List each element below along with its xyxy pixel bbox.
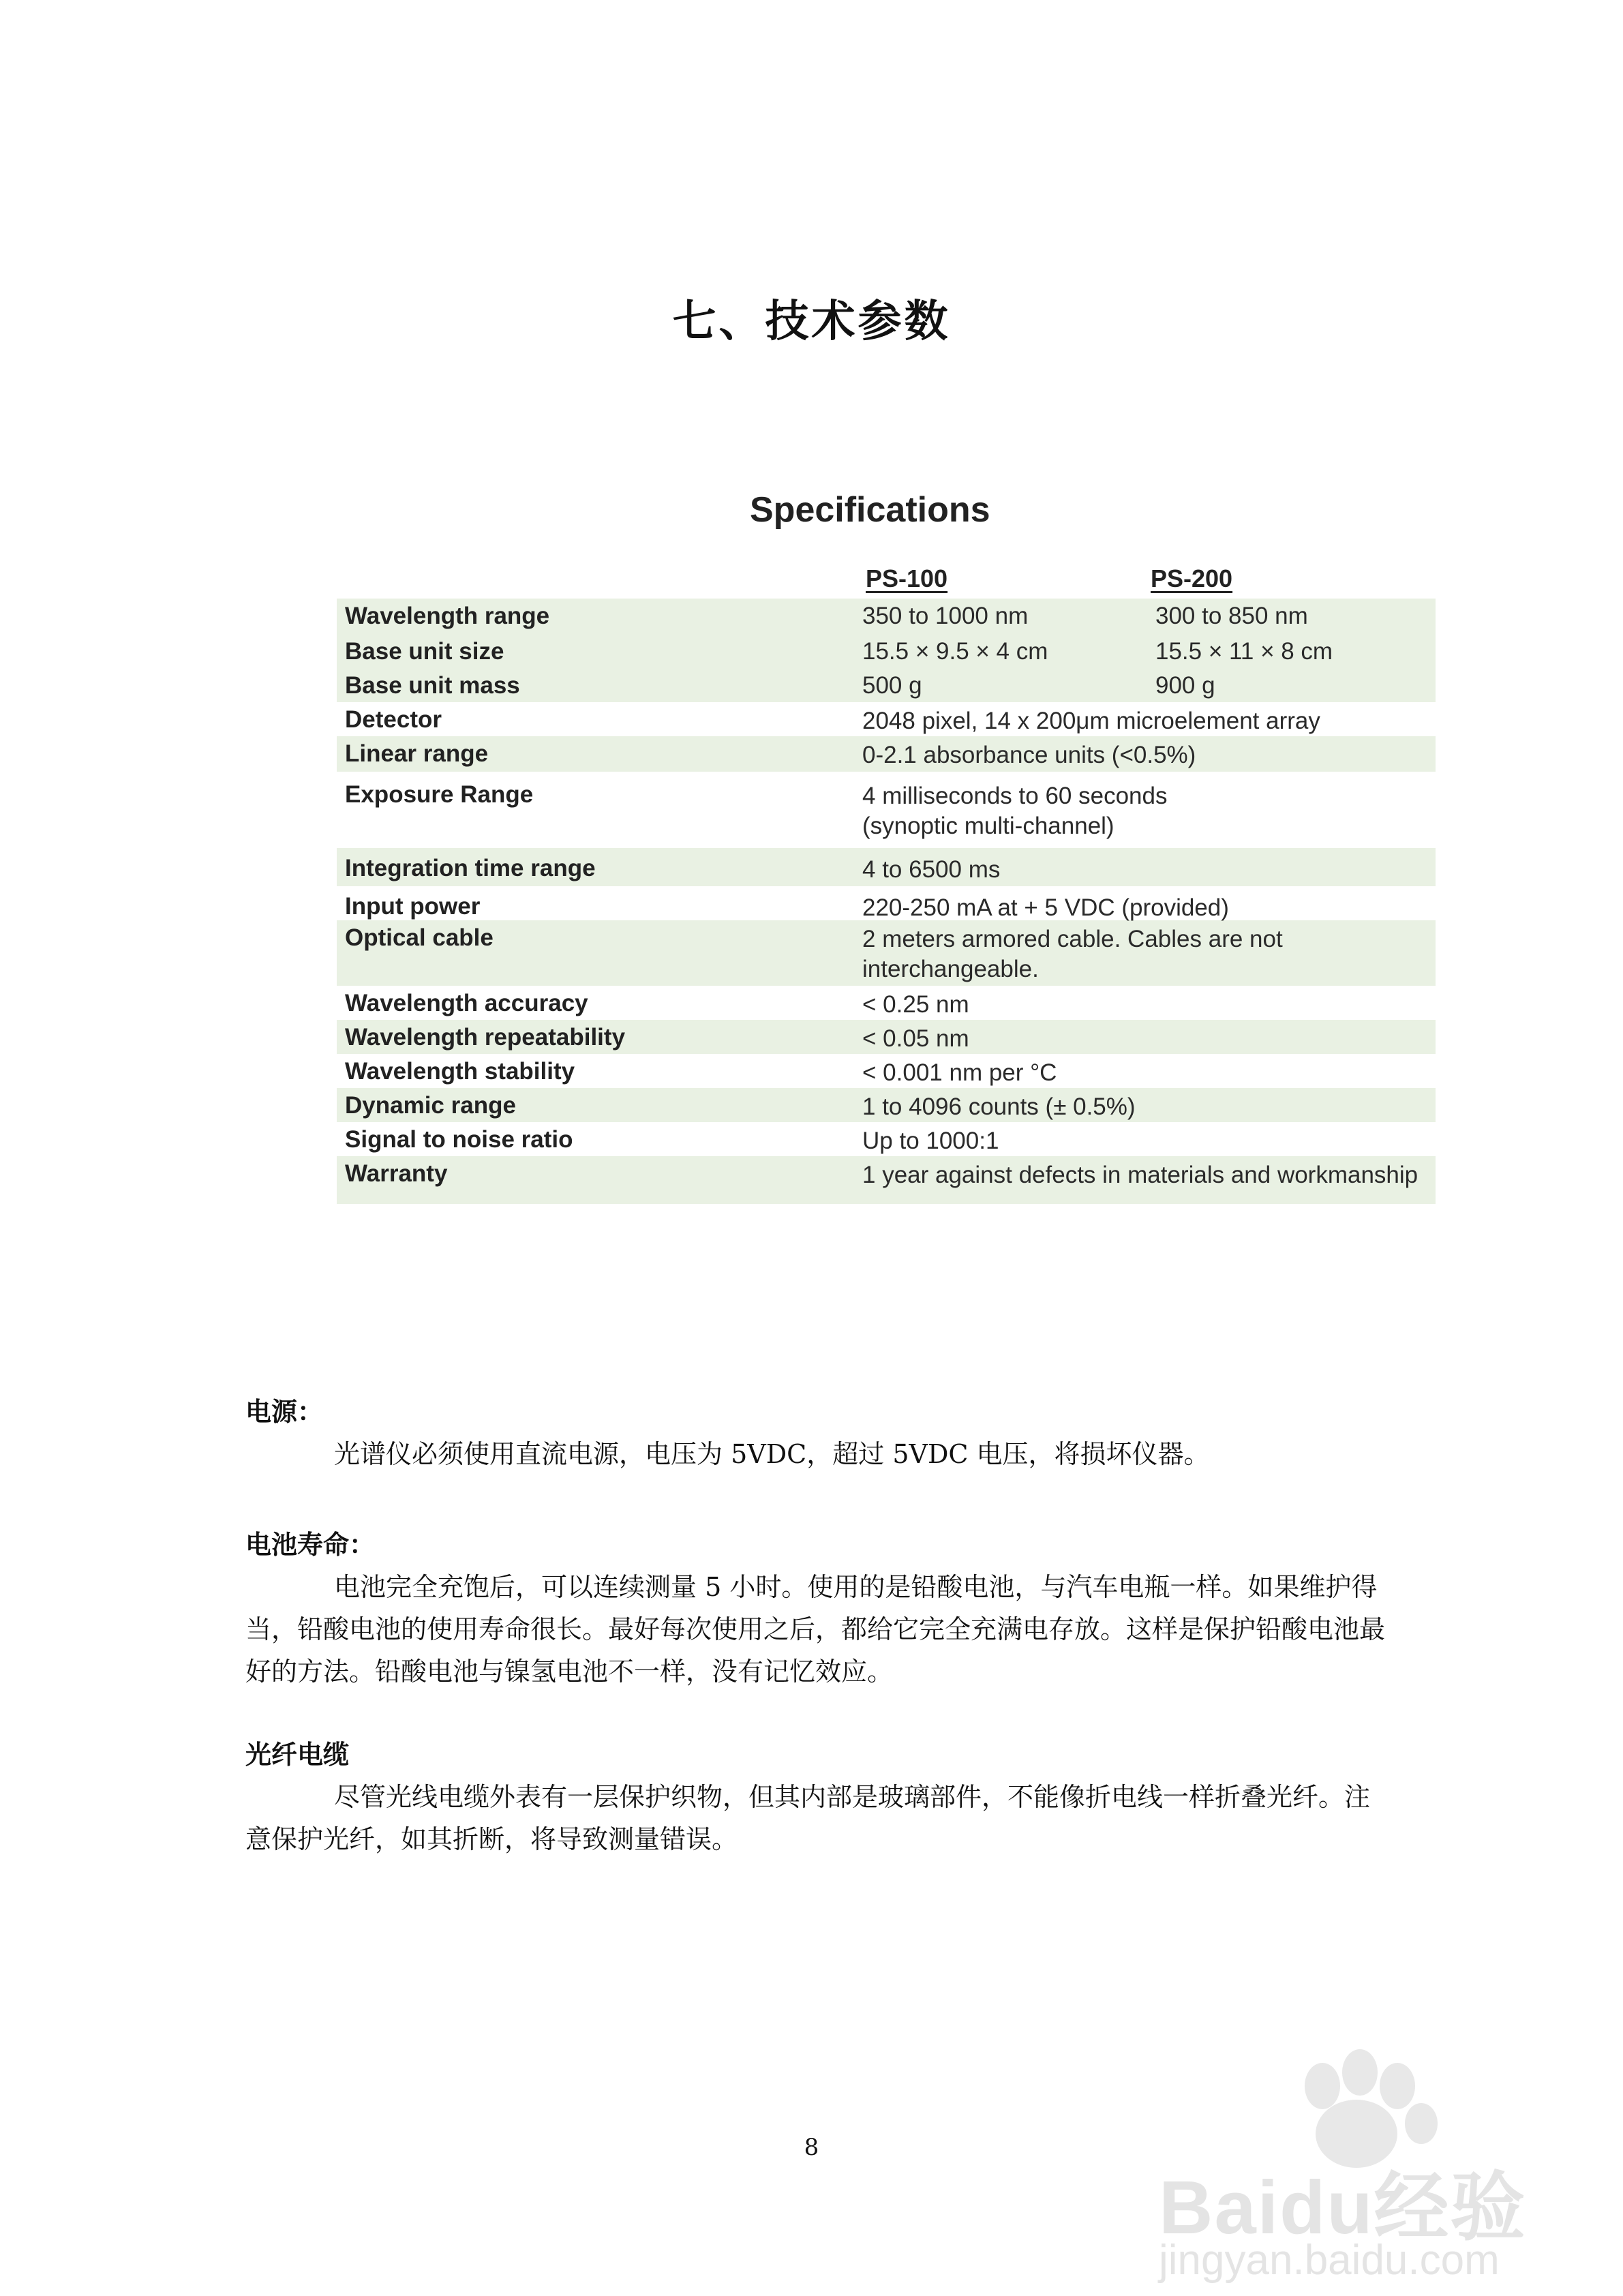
row-value: 2048 pixel, 14 x 200μm microelement array bbox=[862, 708, 1320, 734]
section-title: 电源： bbox=[245, 1396, 324, 1427]
row-label: Input power bbox=[345, 893, 481, 920]
row-label: Wavelength accuracy bbox=[345, 990, 588, 1016]
table-row bbox=[337, 848, 1436, 886]
row-label: Signal to noise ratio bbox=[345, 1126, 573, 1153]
table-row bbox=[337, 736, 1436, 772]
table-row bbox=[337, 1020, 1436, 1054]
specifications-table bbox=[337, 599, 1436, 1204]
row-label: Warranty bbox=[345, 1160, 448, 1187]
table-row bbox=[337, 634, 1436, 668]
row-label: Wavelength stability bbox=[345, 1058, 575, 1085]
row-label: Exposure Range bbox=[345, 781, 534, 808]
battery-life-section bbox=[245, 1524, 1391, 1693]
row-value: < 0.05 nm bbox=[862, 1025, 969, 1052]
row-value-ps100: 500 g bbox=[862, 672, 922, 699]
row-value-ps100: 350 to 1000 nm bbox=[862, 603, 1029, 629]
column-header-ps200: PS-200 bbox=[1151, 564, 1233, 592]
column-header-ps100: PS-100 bbox=[866, 564, 948, 592]
table-row bbox=[337, 886, 1436, 920]
table-row bbox=[337, 920, 1436, 986]
watermark-url: jingyan.baidu.com bbox=[1159, 2237, 1500, 2284]
row-value-line1: 4 milliseconds to 60 seconds bbox=[862, 783, 1168, 809]
specifications-heading: Specifications bbox=[750, 490, 990, 530]
row-value: 0-2.1 absorbance units (<0.5%) bbox=[862, 742, 1196, 768]
table-row bbox=[337, 1122, 1436, 1156]
row-value-line2: (synoptic multi-channel) bbox=[862, 813, 1114, 839]
row-value: 4 to 6500 ms bbox=[862, 856, 1001, 883]
table-row bbox=[337, 1088, 1436, 1122]
row-value: < 0.25 nm bbox=[862, 991, 969, 1018]
table-row bbox=[337, 702, 1436, 736]
section-body: 尽管光线电缆外表有一层保护织物，但其内部是玻璃部件，不能像折电线一样折叠光纤。注意保护光纤，如其折断，将导致测量错误。 bbox=[245, 1782, 1371, 1854]
power-section bbox=[245, 1391, 1391, 1475]
section-body: 电池完全充饱后，可以连续测量 5 小时。使用的是铅酸电池，与汽车电瓶一样。如果维护得当，铅酸电池的使用寿命很长。最好每次使用之后，都给它完全充满电存放。这样是保护铅酸电池最好的方法。铅酸电池与镍氢电池不一样，没有记忆效应。 bbox=[245, 1572, 1386, 1687]
row-value-line1: 2 meters armored cable. Cables are not bbox=[862, 926, 1283, 952]
table-row bbox=[337, 599, 1436, 634]
table-row bbox=[337, 986, 1436, 1020]
row-value: 1 to 4096 counts (± 0.5%) bbox=[862, 1093, 1136, 1120]
row-value: 220-250 mA at + 5 VDC (provided) bbox=[862, 894, 1229, 921]
row-label: Base unit mass bbox=[345, 672, 520, 699]
table-row bbox=[337, 1054, 1436, 1088]
row-value-ps200: 300 to 850 nm bbox=[1147, 603, 1436, 630]
row-value: Up to 1000:1 bbox=[862, 1128, 999, 1154]
section-title: 电池寿命： bbox=[245, 1529, 376, 1560]
page-number: 8 bbox=[804, 2134, 819, 2161]
row-label: Wavelength range bbox=[345, 603, 550, 629]
row-label: Integration time range bbox=[345, 855, 596, 881]
row-label: Optical cable bbox=[345, 924, 494, 951]
row-value: < 0.001 nm per °C bbox=[862, 1059, 1057, 1086]
row-label: Detector bbox=[345, 706, 442, 733]
row-value-ps100: 15.5 × 9.5 × 4 cm bbox=[862, 638, 1048, 665]
page-title: 七、技术参数 bbox=[672, 296, 951, 347]
optical-cable-section bbox=[245, 1734, 1391, 1860]
table-row bbox=[337, 772, 1436, 848]
row-value bbox=[858, 924, 1436, 984]
row-label: Dynamic range bbox=[345, 1092, 516, 1119]
section-title: 光纤电缆 bbox=[245, 1739, 350, 1770]
section-body: 光谱仪必须使用直流电源，电压为 5VDC，超过 5VDC 电压，将损坏仪器。 bbox=[334, 1439, 1210, 1469]
row-value-line2: interchangeable. bbox=[862, 956, 1039, 982]
row-value: 1 year against defects in materials and workmanship bbox=[862, 1162, 1419, 1188]
row-value-ps200: 15.5 × 11 × 8 cm bbox=[1147, 638, 1436, 665]
row-label: Base unit size bbox=[345, 638, 504, 665]
row-value bbox=[858, 781, 1436, 841]
row-label: Wavelength repeatability bbox=[345, 1024, 626, 1051]
table-row bbox=[337, 1156, 1436, 1204]
table-row bbox=[337, 668, 1436, 702]
row-value-ps200: 900 g bbox=[1147, 672, 1436, 699]
watermark-brand: Baidu经验 bbox=[1159, 2166, 1527, 2250]
row-label: Linear range bbox=[345, 740, 489, 767]
